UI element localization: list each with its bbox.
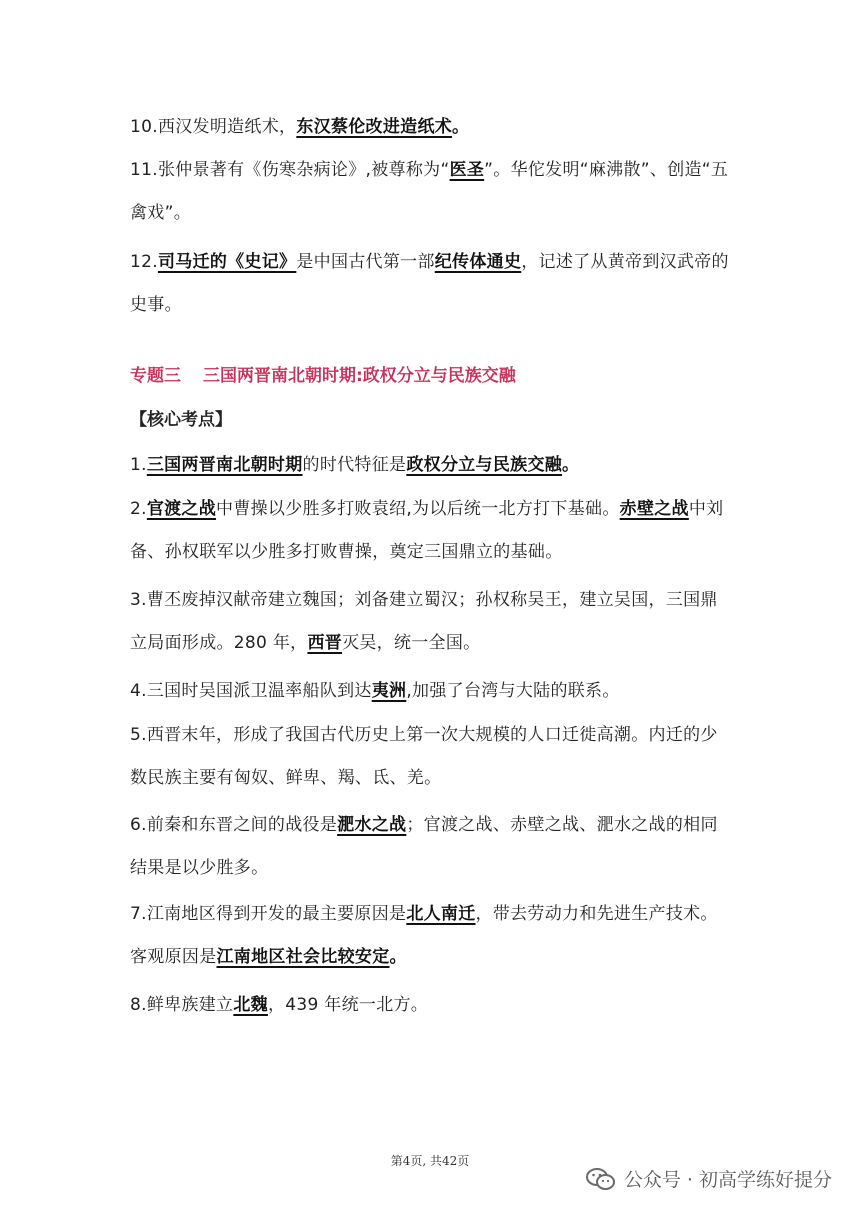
key-term: 司马迁的《史记》 <box>157 252 297 272</box>
text-segment: 。 <box>389 947 407 967</box>
item-10 <box>130 106 730 149</box>
core-points-label: 【核心考点】 <box>130 410 232 430</box>
item-number: 6. <box>130 815 147 835</box>
point-1 <box>130 444 730 487</box>
item-number: 4. <box>130 681 147 701</box>
wechat-icon <box>586 1167 616 1191</box>
text-segment: 张仲景著有《伤寒杂病论》,被尊称为“ <box>157 160 450 180</box>
page-number: 第4页, 共42页 <box>390 1154 470 1168</box>
text-segment: ，记述了从黄帝到汉武帝的史事。 <box>130 252 729 315</box>
item-number: 7. <box>130 904 147 924</box>
item-number: 1. <box>130 455 147 475</box>
section-label: 专题三 <box>130 366 181 386</box>
text-segment: ；官渡之战、赤壁之战、淝水之战的相同结果是以少胜多。 <box>130 815 718 878</box>
text-segment: 曹丕废掉汉献帝建立魏国；刘备建立蜀汉；孙权称吴王，建立吴国，三国鼎立局面形成。280 年， <box>130 590 718 653</box>
text-segment: 西汉发明造纸术， <box>157 117 297 137</box>
text-segment: ，带去劳动力和先进生产技术。客观原因是 <box>130 904 718 967</box>
point-3 <box>130 579 730 665</box>
key-term: 三国两晋南北朝时期 <box>146 455 303 475</box>
item-number: 10. <box>130 117 158 137</box>
watermark <box>586 1165 832 1192</box>
watermark-text: 公众号 · 初高学练好提分 <box>623 1169 832 1191</box>
point-6 <box>130 804 730 890</box>
text-segment: 江南地区得到开发的最主要原因是 <box>146 904 407 924</box>
key-term: 东汉蔡伦改进造纸术 <box>296 117 453 137</box>
key-term: 淝水之战 <box>337 815 407 835</box>
text-segment: 三国时吴国派卫温率船队到达 <box>146 681 372 701</box>
text-segment: 中曹操以少胜多打败袁绍,为以后统一北方打下基础。 <box>216 499 620 519</box>
text-segment: ，439 年统一北方。 <box>267 995 429 1015</box>
item-number: 2. <box>130 499 147 519</box>
item-number: 8. <box>130 995 147 1015</box>
text-segment: 前秦和东晋之间的战役是 <box>146 815 338 835</box>
section-title <box>130 358 516 394</box>
item-number: 11. <box>130 160 158 180</box>
key-term: 江南地区社会比较安定 <box>216 947 390 967</box>
key-term: 西晋 <box>307 633 343 653</box>
text-segment: ”。华佗发明“麻沸散”、创造“五禽戏”。 <box>130 160 729 223</box>
point-4 <box>130 670 730 713</box>
text-segment: 是中国古代第一部 <box>296 252 435 272</box>
key-term: 官渡之战 <box>146 499 217 519</box>
text-segment: 灭吴，统一全国。 <box>342 633 481 653</box>
text-segment: 鲜卑族建立 <box>146 995 234 1015</box>
point-8 <box>130 984 730 1027</box>
item-number: 12. <box>130 252 158 272</box>
section-heading: 三国两晋南北朝时期:政权分立与民族交融 <box>203 366 516 386</box>
key-term: 夷洲 <box>371 681 407 701</box>
item-11 <box>130 149 730 235</box>
item-12 <box>130 241 730 327</box>
key-term: 纪传体通史 <box>434 252 522 272</box>
key-term: 北人南迁 <box>406 904 476 924</box>
point-7 <box>130 893 730 979</box>
text-segment: 。 <box>452 117 470 137</box>
text-segment: 。 <box>562 455 580 475</box>
key-term: 北魏 <box>233 995 268 1015</box>
point-5 <box>130 714 730 800</box>
key-term: 医圣 <box>449 160 485 180</box>
text-segment: 的时代特征是 <box>302 455 407 475</box>
text-segment: ,加强了台湾与大陆的联系。 <box>406 681 620 701</box>
text-segment: 中刘备、孙权联军以少胜多打败曹操，奠定三国鼎立的基础。 <box>130 499 724 562</box>
key-term: 政权分立与民族交融 <box>406 455 563 475</box>
item-number: 3. <box>130 590 147 610</box>
point-2 <box>130 488 730 574</box>
key-term: 赤壁之战 <box>619 499 689 519</box>
item-number: 5. <box>130 725 147 745</box>
text-segment: 西晋末年，形成了我国古代历史上第一次大规模的人口迁徙高潮。内迁的少数民族主要有匈奴、鲜卑、羯、氐、羌。 <box>130 725 718 788</box>
